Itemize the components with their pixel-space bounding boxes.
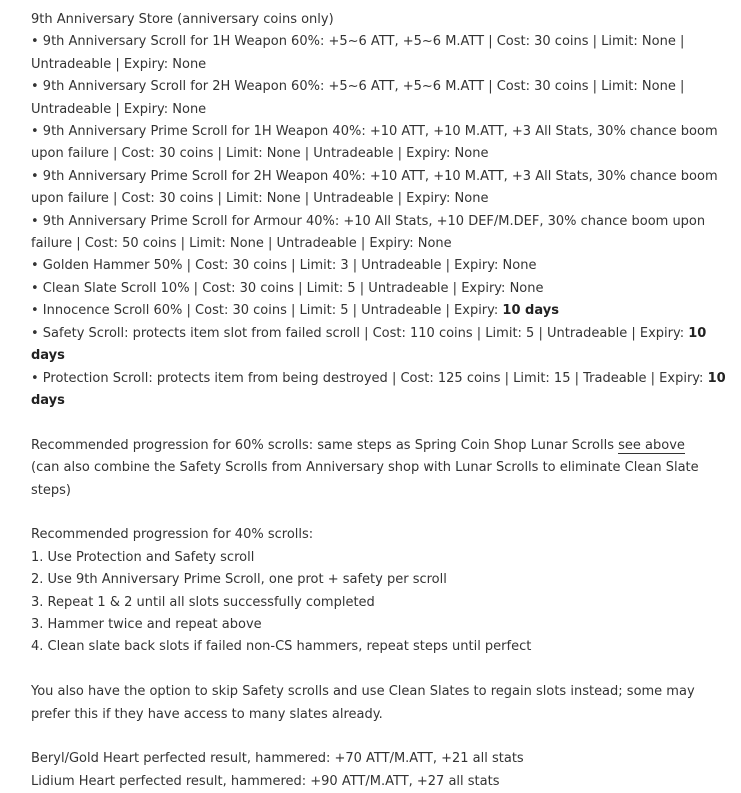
spacer [31,659,737,681]
bullet-icon: • [31,325,39,341]
progression-40-heading: Recommended progression for 40% scrolls: [31,527,314,543]
expiry-bold: 10 days [31,370,726,408]
store-item-text: Safety Scroll: protects item slot from failed scroll | Cost: 110 coins | Limit: 5 | Untradeable | Expiry: [38,325,689,341]
progression-60-note: (can also combine the Safety Scrolls from Anniversary shop with Lunar Scrolls to eliminate Clean Slate steps) [31,460,699,498]
store-item [31,278,737,300]
store-item [31,211,737,256]
store-item [31,323,737,368]
progression-step: 4. Clean slate back slots if failed non-CS hammers, repeat steps until perfect [31,639,532,655]
store-item-text: 9th Anniversary Prime Scroll for Armour 40%: +10 All Stats, +10 DEF/M.DEF, 30% chance boom upon failure | Cost: 50 coins | Limit: None | Untradeable | Expiry: None [31,213,706,252]
bullet-icon: • [31,213,39,229]
post-content [31,9,737,793]
bullet-icon: • [31,280,39,296]
bullet-icon: • [31,258,39,274]
store-item [31,121,737,166]
store-item-text: Clean Slate Scroll 10% | Cost: 30 coins | Limit: 5 | Untradeable | Expiry: None [38,280,544,296]
progression-60-line [31,435,737,457]
progression-step: 1. Use Protection and Safety scroll [31,549,255,565]
store-title: 9th Anniversary Store (anniversary coins only) [31,12,334,27]
bullet-icon: • [31,79,39,95]
store-item-text: Innocence Scroll 60% | Cost: 30 coins | Limit: 5 | Untradeable | Expiry: [38,303,503,319]
store-item [31,31,737,76]
bullet-icon: • [31,168,39,184]
bullet-icon: • [31,34,39,50]
spacer [31,502,737,524]
store-item [31,368,737,413]
store-item-list [31,31,737,412]
progression-step: 2. Use 9th Anniversary Prime Scroll, one prot + safety per scroll [31,572,447,588]
store-item-text: 9th Anniversary Scroll for 2H Weapon 60%: +5~6 ATT, +5~6 M.ATT | Cost: 30 coins | Limit: None | Untradeable | Expiry: None [31,79,685,117]
store-item [31,300,737,322]
store-item-text: 9th Anniversary Prime Scroll for 1H Weapon 40%: +10 ATT, +10 M.ATT, +3 All Stats, 30% chance boom upon failure | Cost: 30 coins | Limit: None | Untradeable | Expiry: None [31,124,718,162]
spacer [31,412,737,434]
store-item [31,76,737,121]
store-item-text: 9th Anniversary Prime Scroll for 2H Weapon 40%: +10 ATT, +10 M.ATT, +3 All Stats, 30% chance boom upon failure | Cost: 30 coins | Limit: None | Untradeable | Expiry: None [31,168,718,207]
spacer [31,726,737,748]
progression-step: 3. Hammer twice and repeat above [31,616,262,632]
bullet-icon: • [31,124,39,140]
expiry-bold: 10 days [502,303,559,319]
see-above-link[interactable]: see above [618,437,685,453]
result-line: Beryl/Gold Heart perfected result, hammered: +70 ATT/M.ATT, +21 all stats [31,751,524,767]
progression-60-text: Recommended progression for 60% scrolls: same steps as Spring Coin Shop Lunar Scrolls [31,437,619,453]
result-line: Lidium Heart perfected result, hammered: +90 ATT/M.ATT, +27 all stats [31,773,500,789]
store-item-text: 9th Anniversary Scroll for 1H Weapon 60%: +5~6 ATT, +5~6 M.ATT | Cost: 30 coins | Limit: None | Untradeable | Expiry: None [31,34,685,72]
progression-step: 3. Repeat 1 & 2 until all slots successfully completed [31,594,375,610]
store-item-text: Golden Hammer 50% | Cost: 30 coins | Limit: 3 | Untradeable | Expiry: None [38,258,537,274]
bullet-icon: • [31,303,39,319]
store-item-text: Protection Scroll: protects item from being destroyed | Cost: 125 coins | Limit: 15 | Tradeable | Expiry: [38,370,708,386]
bullet-icon: • [31,370,39,386]
store-item [31,166,737,211]
expiry-bold: 10 days [31,325,707,364]
store-item [31,255,737,277]
option-note: You also have the option to skip Safety scrolls and use Clean Slates to regain slots instead; some may prefer this if they have access to many slates already. [31,684,695,722]
